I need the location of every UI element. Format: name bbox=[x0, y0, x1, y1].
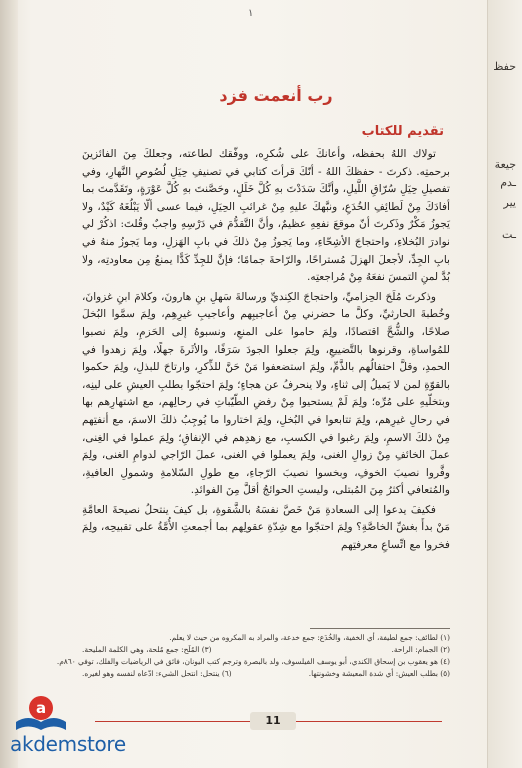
store-name: akdemstore bbox=[10, 732, 126, 756]
chapter-title: رب أنعمت فزد bbox=[219, 86, 333, 105]
edge-fragment: جيعة bbox=[494, 158, 516, 171]
next-page-edge bbox=[487, 0, 522, 768]
section-title: تقديم للكتاب bbox=[361, 124, 444, 139]
footnotes bbox=[56, 632, 450, 680]
body-text bbox=[82, 146, 450, 557]
page-spine bbox=[0, 0, 18, 768]
edge-fragment: حفظ bbox=[493, 60, 516, 73]
edge-fragment: ـت bbox=[501, 228, 516, 241]
edge-fragment: يير bbox=[503, 196, 516, 209]
paragraph: فكيفَ يدعوا إلى السعادةِ مَنْ خَصَّ نفسَهُ بالشَّقوةِ، بل كيفَ ينتحلُ نصيحةَ العامَّةِ مَنْ بدأَ بغشِّ الخاصَّةِ؟ ولِمَ احتجّوا مع شِدّةِ عقولِهم بما أجمعتِ الأُمَّةُ على تقبيحِه، ولِمَ فخروا مع اتِّساعِ معرفتِهم bbox=[82, 503, 450, 552]
page-mark: ١ bbox=[248, 8, 254, 19]
footnote-row bbox=[82, 668, 450, 680]
footnote: (٦) ينتحل: انتحل الشيء: ادّعاه لنفسه وهو لغيره. bbox=[82, 669, 232, 678]
paragraph: تولاك اللهُ بحفظه، وأعانكَ على شُكرِه، ووفّقك لطاعته، وجعلكَ مِنَ الفائزينَ برحمتِه. ذكرتَ - حفظكَ اللهُ - أنّكَ قرأتَ كتابي في تصنيفِ حِيَلِ لُصُوصِ النَّهارِ، وفي تفصيلِ حِيَلِ سُرّاقِ اللَّيلِ، وأنَّكَ سَدَدْتَ بهِ كُلَّ خَلَلٍ، وحَصَّنتَ بهِ كُلَّ عَوْرَةٍ، وتَقَدَّمتَ بما أفادَكَ مِنْ لَطائِفِ الخُدَعِ، ونبَّهكَ عليهِ مِنْ غرائبِ الحِيَلِ، فيما عسى ألّا يَبْلُغَهُ كَيْدٌ، ولا يَجوزُ مَكْرٌ وذَكرتَ أنّ موقعَ نفعِهِ عظيمٌ، وأنَّ التَّقدُّمَ في دَرْسِهِ واجبٌ وقُلتَ: اذكُرْ لي نوادرَ البُخلاءِ، واحتجاجَ الأشِحّاءِ، وما يَجوزُ مِنْ ذلكَ في بابِ الهَزلِ، وما يَجوزُ منهُ في بابِ الجِدِّ، لأجعلَ الهزلَ مُستراحًا، والرّاحةَ جمامًا؛ فإنَّ للجِدِّ كَدًّا يمنعُ مِن معاودتِه، ولا بُدَّ لمنِ التمسَ نفعَهُ مِنْ مُراجعتِه. bbox=[82, 148, 450, 284]
edge-fragment: ـدم bbox=[500, 176, 516, 189]
store-logo-icon bbox=[12, 692, 70, 736]
footnote: (٢) الجمام: الراحة. bbox=[391, 645, 450, 654]
footnote-divider bbox=[310, 628, 450, 629]
footnote: (١) لطائف: جمع لطيفة، أي الخفية، والخُدَع: جمع خدعة، والمراد به المكروه من حيث لا يعلم. bbox=[169, 633, 450, 642]
footnote: (٣) المُلَح: جمع مُلحة، وهي الكلمة المليحة. bbox=[82, 645, 212, 654]
paragraph: وذكرتَ مُلَحَ الحِزاميِّ، واحتجاجَ الكِنديِّ ورسالةَ سَهلِ بنِ هارونَ، وكلامَ ابنِ غزوانَ، وخُطبةَ الحارثيِّ، وكلَّ ما حضرني مِنْ أعاجيبِهم وأعاجيبِ غيرِهِم، ولِمَ سمَّوا البُخلَ صلاحًا، والشُّحَّ اقتصادًا، ولِمَ حاموا على المنعِ، ونسبوهُ إلى الحَزمِ، ولِمَ نصبوا للمُواساةِ، وقرنوها بالتَّضييعِ، ولِمَ جعلوا الجودَ سَرَفًا، والأثَرةَ جهلًا، ولِمَ زهدوا في الحمدِ، وقلَّ احتفالُهم بالذَّمِّ، ولِمَ استضعفوا مَنْ حَنَّ للذِّكرِ، وارتاحَ للبذلِ، ولِمَ حكموا بالقوّةِ لمن لا يَميلُ إلى ثناءٍ، ولا ينحرفُ عن هجاءٍ؛ ولِمَ احتجّوا بطلبِ العيشِ على لينِه، وبتخلّيهِ على مُرِّه؛ ولِمَ لَمْ يستحيوا مِنْ رفضِ الطّيّباتِ في رحالِهم، مع اشتهارِهم بها في رحالِ غيرِهم، ولِمَ تتابعوا في البُخلِ، ولِمَ اختاروا ما يُوجِبُ ذلكَ الاسمَ، مع أنفتِهم مِنْ ذلكَ الاسمِ، ولِمَ رغبوا في الكسبِ، مع زهدِهم في الإنفاقِ؛ ولِمَ عملوا في الغِنى، عملَ الخائفِ مِنْ زوالِ الغنى، ولِمَ يعملوا في الغنى، عملَ الرّاجي لدوامِ الغنى، ولِمَ وفَّروا نصيبَ الخوفِ، وبخسوا نصيبَ الرّجاءِ، مع طولِ السّلامةِ وشمولِ العافيةِ، والمُتعافي أكثرُ مِنَ المُبتلى، وليستِ الحوائجُ أقلَّ مِنَ الفوائدِ. bbox=[82, 290, 450, 497]
footnote: (٤) هو يعقوب بن إسحاق الكندي، أبو يوسف الفيلسوف، ولد بالبصرة وترجم كتب اليونان، فائق في الرياضيات والفلك، توفي ٨٦٠م. bbox=[56, 657, 450, 666]
footnote-row bbox=[82, 644, 450, 656]
footnote: (٥) بطلب العيش: أي شدة المعيشة وخشونتها. bbox=[308, 669, 450, 678]
page-number: 11 bbox=[250, 712, 296, 730]
store-badge-letter: a bbox=[35, 699, 47, 717]
